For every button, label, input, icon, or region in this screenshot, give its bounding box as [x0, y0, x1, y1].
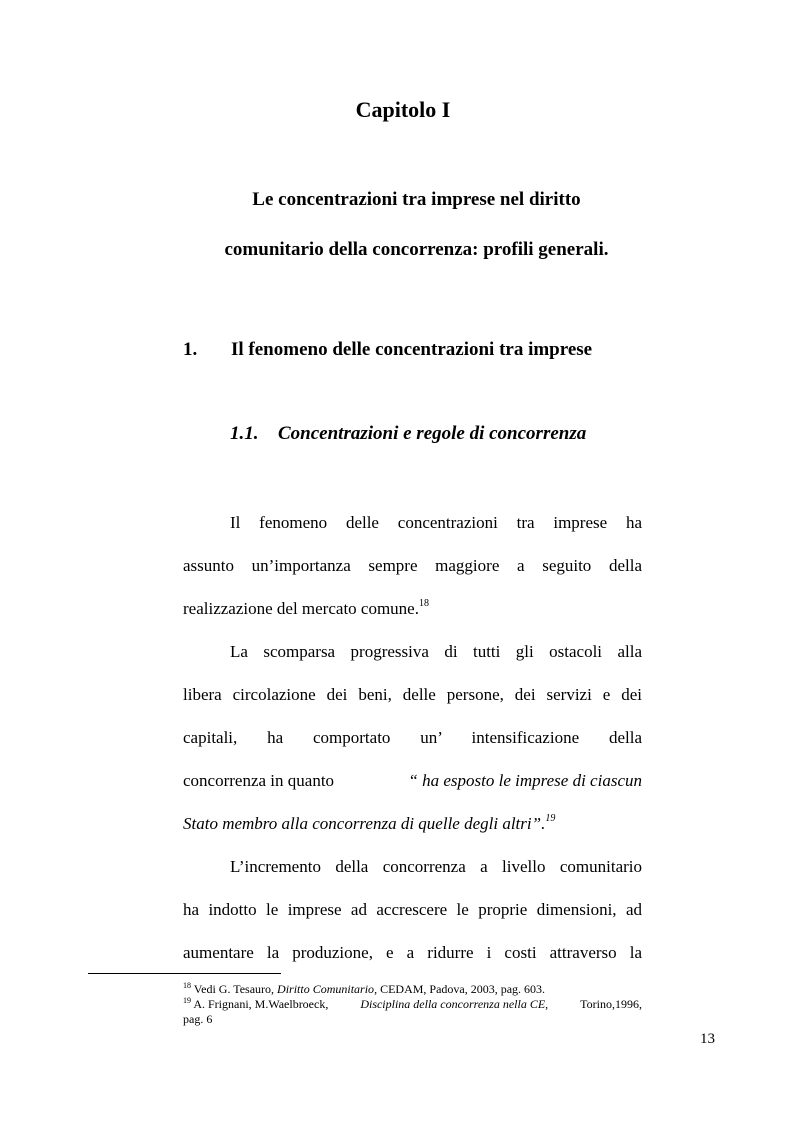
chapter-subtitle-line-1: Le concentrazioni tra imprese nel diritto [252, 189, 581, 210]
footnote-ref-19[interactable]: 19 [545, 813, 556, 824]
quote-text: Stato membro alla concorrenza di quelle degli altri”. [183, 814, 546, 833]
footnote-text: A. Frignani, M.Waelbroeck, [191, 997, 329, 1011]
footnote-title: Disciplina della concorrenza nella CE, [360, 997, 549, 1011]
body-line: libera circolazione dei beni, delle persone, dei servizi e dei [183, 685, 642, 704]
chapter-title: Capitolo I [355, 97, 451, 122]
body-line [183, 598, 642, 620]
page-number: 13 [700, 1031, 715, 1047]
section-number: 1. [183, 339, 198, 360]
body-line: L’incremento della concorrenza a livello comunitario [230, 857, 642, 876]
footnote-separator [88, 973, 281, 974]
quote-text: “ ha esposto le imprese di ciascun [408, 771, 642, 790]
body-text: realizzazione del mercato comune. [183, 599, 419, 618]
body-line: capitali, ha comportato un’ intensificazione della [183, 728, 642, 747]
footnote-text: , CEDAM, Padova, 2003, pag. 603. [374, 982, 546, 996]
body-line [183, 770, 642, 792]
subsection-number: 1.1. [230, 423, 259, 444]
footnote-18 [183, 982, 642, 997]
footnote-title: Diritto Comunitario [277, 982, 375, 996]
footnote-text: Vedi G. Tesauro, [191, 982, 278, 996]
body-line: ha indotto le imprese ad accrescere le proprie dimensioni, ad [183, 900, 642, 919]
body-line: Il fenomeno delle concentrazioni tra imprese ha [230, 513, 642, 532]
section-title: Il fenomeno delle concentrazioni tra imprese [231, 339, 593, 360]
footnote-text-start [183, 997, 328, 1012]
footnote-number: 18 [183, 981, 191, 990]
footnote-19-line-2: pag. 6 [183, 1012, 213, 1026]
subsection-title: Concentrazioni e regole di concorrenza [278, 423, 587, 444]
body-text: concorrenza in quanto [183, 771, 335, 790]
footnote-ref-18[interactable]: 18 [418, 598, 429, 609]
footnote-number: 19 [183, 996, 191, 1005]
footnote-text: Torino,1996, [580, 997, 642, 1011]
body-line: assunto un’importanza sempre maggiore a seguito della [183, 556, 642, 575]
chapter-subtitle-line-2: comunitario della concorrenza: profili generali. [224, 239, 609, 260]
body-line: aumentare la produzione, e a ridurre i costi attraverso la [183, 943, 642, 962]
body-line [183, 813, 642, 835]
body-line: La scomparsa progressiva di tutti gli ostacoli alla [230, 642, 642, 661]
footnote-19 [183, 997, 642, 1012]
